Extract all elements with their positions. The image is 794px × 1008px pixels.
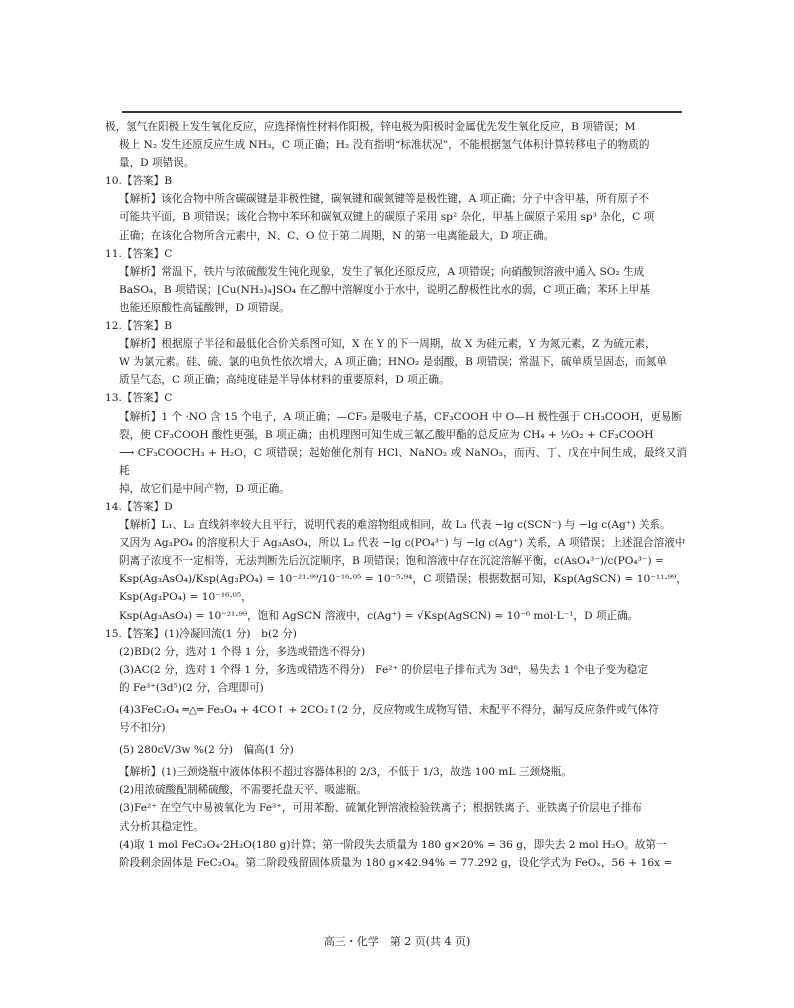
text-line: 【解析】根据原子半径和最低化合价关系图可知，X 在 Y 的下一周期，故 X 为硅元素，Y 为氮元素，Z 为硫元素， xyxy=(119,338,656,351)
text-line: (4)3FeC₂O₄ ═△═ Fe₃O₄ + 4CO↑ + 2CO₂↑(2 分，反应物或生成物写错、未配平不得分，漏写反应条件或气体符 xyxy=(119,704,659,716)
text-line: (4)取 1 mol FeC₂O₄·2H₂O(180 g)计算；第一阶段失去质量为 180 g×20% = 36 g，即失去 2 mol H₂O。故第一 xyxy=(119,838,667,851)
text-line: 【解析】该化合物中所含碳碳键是非极性键，碳氧键和碳氮键等是极性键，A 项正确；分子中含甲基，所有原子不 xyxy=(119,193,650,206)
text-line: (3)Fe²⁺ 在空气中易被氧化为 Fe³⁺，可用苯酚、硫氰化钾溶液检验铁离子；根据铁离子、亚铁离子价层电子排布 xyxy=(119,802,643,815)
text-line: (5) 280cV/3w %(2 分) 偏高(1 分) xyxy=(119,744,294,757)
text-line: 【解析】1 个 ·NO 含 15 个电子，A 项正确；—CF₃ 是吸电子基，CF₃COOH 中 O—H 极性强于 CH₃COOH，更易断 xyxy=(119,410,682,423)
text-line: 极上 N₂ 发生还原反应生成 NH₃，C 项正确；H₂ 没有指明“标准状况”，不能根据氢气体积计算转移电子的物质的 xyxy=(119,139,650,152)
text-line: 也能还原酸性高锰酸钾，D 项错误。 xyxy=(119,301,290,314)
question-12-answer: 12.【答案】B xyxy=(105,320,173,333)
question-13-answer: 13.【答案】C xyxy=(105,392,173,405)
question-14-answer: 14.【答案】D xyxy=(105,500,173,513)
text-line: 裂，使 CF₃COOH 酸性更强，B 项正确；由机理图可知生成三氟乙酸甲酯的总反应为 CH₄ + ½O₂ + CF₃COOH xyxy=(119,428,654,441)
question-10-answer: 10.【答案】B xyxy=(105,175,173,188)
text-line: 号不扣分) xyxy=(119,722,166,735)
text-line: 量，D 项错误。 xyxy=(119,157,195,170)
text-line: 式分析其稳定性。 xyxy=(119,820,204,833)
text-line: 极，氢气在阳极上发生氧化反应，应选择惰性材料作阳极，锌电极为阳极时金属优先发生氧化反应，B 项错误；M xyxy=(105,121,636,133)
text-line: 又因为 Ag₃PO₄ 的溶度积大于 Ag₃AsO₄，所以 L₂ 代表 −lg c(PO₄³⁻) 与 −lg c(Ag⁺) 关系，A 项错误；上述混合溶液中 xyxy=(119,537,686,550)
text-line: (2)BD(2 分，选对 1 个得 1 分，多选或错选不得分) xyxy=(119,645,366,658)
text-line: BaSO₄，B 项错误；[Cu(NH₃)₄]SO₄ 在乙醇中溶解度小于水中，说明乙醇极性比水的弱，C 项正确；苯环上甲基 xyxy=(119,283,650,296)
text-line: 【解析】常温下，铁片与浓硫酸发生钝化现象，发生了氧化还原反应，A 项错误；向硝酸钡溶液中通入 SO₂ 生成 xyxy=(119,265,645,278)
text-line: 【解析】L₁、L₂ 直线斜率较大且平行，说明代表的难溶物组成相同，故 L₃ 代表 −lg c(SCN⁻) 与 −lg c(Ag⁺) 关系。 xyxy=(119,519,671,532)
text-line: 【解析】(1)三颈烧瓶中液体体积不超过容器体积的 2/3，不低于 1/3，故选 100 mL 三颈烧瓶。 xyxy=(119,766,572,779)
text-line: 质呈气态，C 项正确；高纯度硅是半导体材料的重要原料，D 项正确。 xyxy=(119,374,450,387)
text-line: 阴离子浓度不一定相等，无法判断先后沉淀顺序，B 项错误；饱和溶液中存在沉淀溶解平衡，c(AsO₄³⁻)/c(PO₄³⁻) = xyxy=(119,555,664,568)
text-line: 可能共平面，B 项错误；该化合物中苯环和碳氧双键上的碳原子采用 sp² 杂化，甲基上碳原子采用 sp³ 杂化，C 项 xyxy=(119,211,655,224)
header-rule xyxy=(122,111,682,113)
question-11-answer: 11.【答案】C xyxy=(105,247,173,260)
text-line: Ksp(Ag₃AsO₄) = 10⁻²¹·⁹⁹，饱和 AgSCN 溶液中，c(Ag⁺) = √Ksp(AgSCN) ≈ 10⁻⁶ mol·L⁻¹，D 项正确。 xyxy=(119,609,639,622)
text-line: (3)AC(2 分，选对 1 个得 1 分，多选或错选不得分) Fe²⁺ 的价层电子排布式为 3d⁶，易失去 1 个电子变为稳定 xyxy=(119,663,648,676)
text-line: 掉，故它们是中间产物，D 项正确。 xyxy=(119,482,290,495)
text-line: Ksp(Ag₃AsO₄)/Ksp(Ag₃PO₄) = 10⁻²¹·⁹⁹/10⁻¹⁶·⁰⁵ = 10⁻⁵·⁹⁴，C 项错误；根据数据可知，Ksp(AgSCN) = 10⁻¹¹·⁹⁹，Ksp(Ag₃PO₄) = 10⁻¹⁶·⁰⁵， xyxy=(119,573,687,604)
text-line: ⟶ CF₃COOCH₃ + H₂O，C 项错误；起始催化剂有 HCl、NaNO₂ 或 NaNO₃，而丙、丁、戊在中间生成，最终又消耗 xyxy=(119,446,687,477)
question-15-answer: 15.【答案】(1)冷凝回流(1 分) b(2 分) xyxy=(105,627,297,640)
text-line: (2)用浓硫酸配制稀硫酸，不需要托盘天平、吸滤瓶。 xyxy=(119,784,368,797)
text-line: 阶段剩余固体是 FeC₂O₄。第二阶段残留固体质量为 180 g×42.94% = 77.292 g，设化学式为 FeOₓ，56 + 16x = xyxy=(119,856,673,869)
page-footer: 高三・化学 第 2 页(共 4 页) xyxy=(323,935,471,948)
text-line: W 为氯元素。硅、硫、氯的电负性依次增大，A 项正确；HNO₂ 是弱酸，B 项错误；常温下，硫单质呈固态，而氮单 xyxy=(119,356,667,369)
text-line: 正确；在该化合物所含元素中，N、C、O 位于第二周期，N 的第一电离能最大，D 项正确。 xyxy=(119,229,555,242)
answer-content xyxy=(105,118,687,872)
text-line: 的 Fe³⁺(3d⁵)(2 分，合理即可) xyxy=(119,681,264,694)
